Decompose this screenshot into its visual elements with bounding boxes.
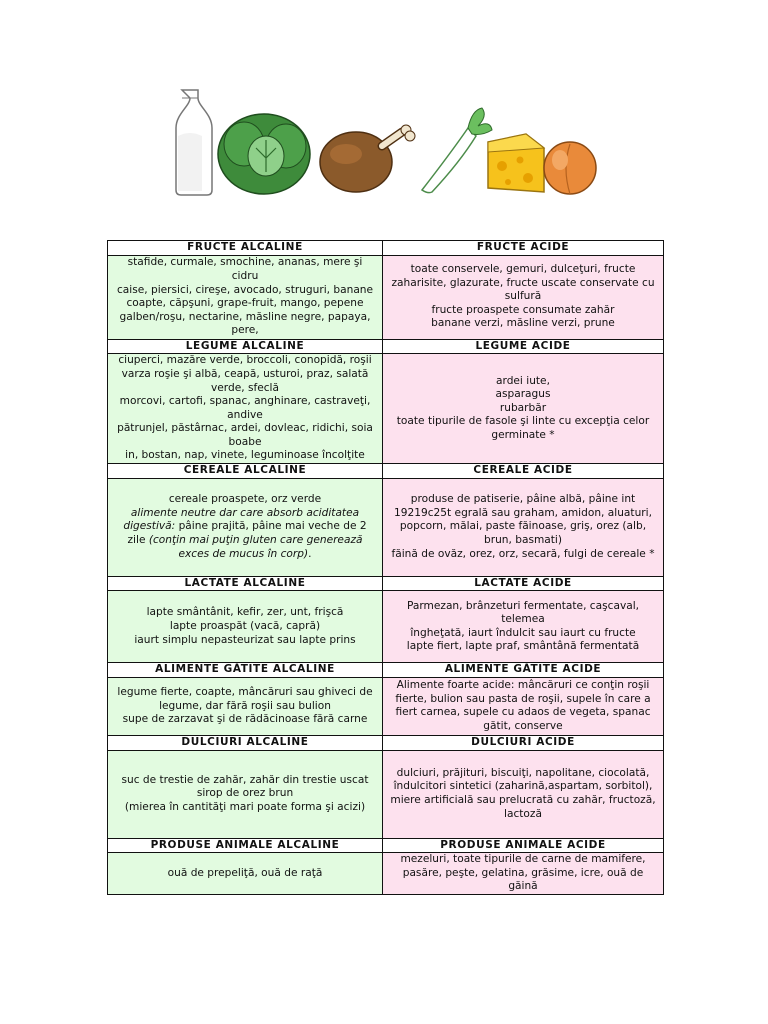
section-content-row: [108, 853, 664, 895]
fructe-acide-cell: [383, 255, 664, 339]
section-header-row: [108, 241, 664, 256]
list-item: suc de trestie de zahăr, zahăr din trestie uscat: [121, 773, 369, 786]
list-item: in, bostan, nap, vinete, leguminoase încolţite: [125, 449, 365, 462]
list-item: Parmezan, brânzeturi fermentate, caşcaval, telemea: [406, 599, 640, 626]
cabbage-icon: [218, 114, 310, 194]
list-item: stafide, curmale, smochine, ananas, mere şi cidru: [127, 256, 363, 282]
list-item: Alimente foarte acide: mâncăruri ce conţin roşii fierte, bulion sau pasta de roşii, supele în care a fiert carnea, supele cu adaos de vegeta, spanac gătit, conserve: [395, 679, 651, 733]
list-item: sirop de orez brun: [196, 787, 294, 800]
list-item: morcovi, cartofi, spanac, anghinare, castraveţi, andive: [119, 395, 371, 421]
alimente-gatite-alcaline-cell: [108, 677, 383, 735]
list-item: iaurt simplu nepasteurizat sau lapte prins: [134, 633, 356, 646]
italic-note: alimente neutre dar care absorb aciditatea digestivă:: [123, 506, 360, 533]
header-legume-alcaline: LEGUME ALCALINE: [108, 339, 383, 354]
list-item: caise, piersici, cireşe, avocado, struguri, banane coapte, căpşuni, grape-fruit, mango, pepene galben/roşu, nectarine, măsline negre, papaya, pere,: [116, 283, 374, 337]
roast-chicken-icon: [320, 125, 415, 192]
list-item: legume fierte, coapte, mâncăruri sau ghiveci de legume, dar fără roşii sau bulion: [117, 686, 373, 712]
header-cereale-alcaline: CEREALE ALCALINE: [108, 464, 383, 479]
fructe-alcaline-cell: [108, 255, 383, 339]
list-item: făină de ovăz, orez, orz, secară, fulgi de cereale *: [391, 547, 655, 560]
list-item: asparagus: [495, 388, 551, 401]
list-item: mezeluri, toate tipurile de carne de mamifere, pasăre, peşte, gelatina, grăsime, icre, ouă de găină: [400, 853, 646, 893]
list-item: rubarbăr: [499, 401, 547, 414]
section-header-row: [108, 464, 664, 479]
lactate-alcaline-cell: [108, 591, 383, 663]
cereale-acide-cell: [383, 478, 664, 576]
header-produse-animale-acide: PRODUSE ANIMALE ACIDE: [383, 838, 664, 853]
list-item: ouă de prepeliţă, ouă de raţă: [167, 866, 323, 879]
header-produse-animale-alcaline: PRODUSE ANIMALE ALCALINE: [108, 838, 383, 853]
peach-icon: [544, 142, 596, 194]
header-cereale-acide: CEREALE ACIDE: [383, 464, 664, 479]
note-text: .: [308, 547, 312, 560]
header-lactate-alcaline: LACTATE ALCALINE: [108, 576, 383, 591]
legume-alcaline-cell: [108, 354, 383, 464]
list-item: [113, 507, 377, 561]
section-header-row: [108, 663, 664, 678]
list-item: cereale proaspete, orz verde: [168, 493, 322, 506]
food-illustrations: [168, 86, 608, 198]
list-item: banane verzi, măsline verzi, prune: [431, 317, 615, 330]
list-item: ardei iute,: [496, 374, 550, 387]
produse-animale-acide-cell: [383, 853, 664, 895]
header-fructe-acide: FRUCTE ACIDE: [383, 241, 664, 256]
list-item: dulciuri, prăjituri, biscuiţi, napolitane, ciocolată, îndulcitori sintetici (zaharină,aspartam, sorbitol), miere artificială sau prelucrată cu zahăr, fructoză, lactoză: [390, 766, 656, 820]
produse-animale-alcaline-cell: [108, 853, 383, 895]
food-acidity-table: [107, 240, 664, 895]
dulciuri-acide-cell: [383, 750, 664, 838]
italic-note: (conţin mai puţin gluten care generează exces de mucus în corp): [148, 534, 363, 560]
list-item: produse de patiserie, pâine albă, pâine int 19219c25t egrală sau graham, amidon, aluaturi, popcorn, mălai, paste făinoase, griş, orez (alb, brun, basmati): [394, 493, 652, 547]
list-item: lapte fiert, lapte praf, smântână fermentată: [406, 640, 640, 653]
header-legume-acide: LEGUME ACIDE: [383, 339, 664, 354]
dulciuri-alcaline-cell: [108, 750, 383, 838]
section-content-row: [108, 677, 664, 735]
header-dulciuri-alcaline: DULCIURI ALCALINE: [108, 735, 383, 750]
header-alimente-gatite-acide: ALIMENTE GĂTITE ACIDE: [383, 663, 664, 678]
section-content-row: [108, 478, 664, 576]
section-header-row: [108, 735, 664, 750]
section-content-row: [108, 255, 664, 339]
header-alimente-gatite-alcaline: ALIMENTE GĂTITE ALCALINE: [108, 663, 383, 678]
header-dulciuri-acide: DULCIURI ACIDE: [383, 735, 664, 750]
section-header-row: [108, 576, 664, 591]
section-content-row: [108, 591, 664, 663]
list-item: toate conservele, gemuri, dulceţuri, fructe zaharisite, glazurate, fructe uscate conservate cu sulfură: [391, 263, 655, 303]
radish-icon: [422, 108, 492, 193]
cheese-icon: [488, 134, 544, 192]
header-fructe-alcaline: FRUCTE ALCALINE: [108, 241, 383, 256]
list-item: lapte smântânit, kefir, zer, unt, frişcă: [146, 606, 344, 619]
list-item: toate tipurile de fasole şi linte cu excepţia celor germinate *: [396, 415, 650, 442]
note-text: pâine prajită, pâine mai veche de 2 zile: [127, 520, 367, 547]
cereale-alcaline-cell: [108, 478, 383, 576]
header-lactate-acide: LACTATE ACIDE: [383, 576, 664, 591]
section-content-row: [108, 750, 664, 838]
list-item: lapte proaspăt (vacă, capră): [169, 620, 321, 633]
lactate-acide-cell: [383, 591, 664, 663]
list-item: îngheţată, iaurt îndulcit sau iaurt cu fructe: [410, 626, 636, 639]
section-header-row: [108, 838, 664, 853]
list-item: pătrunjel, păstârnac, ardei, dovleac, ridichi, soia boabe: [117, 422, 373, 448]
milk-bottle-icon: [176, 90, 212, 195]
list-item: ciuperci, mazăre verde, broccoli, conopidă, roşii varza roşie şi albă, ceapă, usturoi, praz, salată verde, sfeclă: [118, 354, 372, 394]
section-header-row: [108, 339, 664, 354]
alimente-gatite-acide-cell: [383, 677, 664, 735]
section-content-row: [108, 354, 664, 464]
list-item: fructe proaspete consumate zahăr: [431, 303, 615, 316]
legume-acide-cell: [383, 354, 664, 464]
list-item: (mierea în cantităţi mari poate forma şi acizi): [124, 800, 366, 813]
list-item: supe de zarzavat şi de rădăcinoase fără carne: [122, 713, 368, 726]
